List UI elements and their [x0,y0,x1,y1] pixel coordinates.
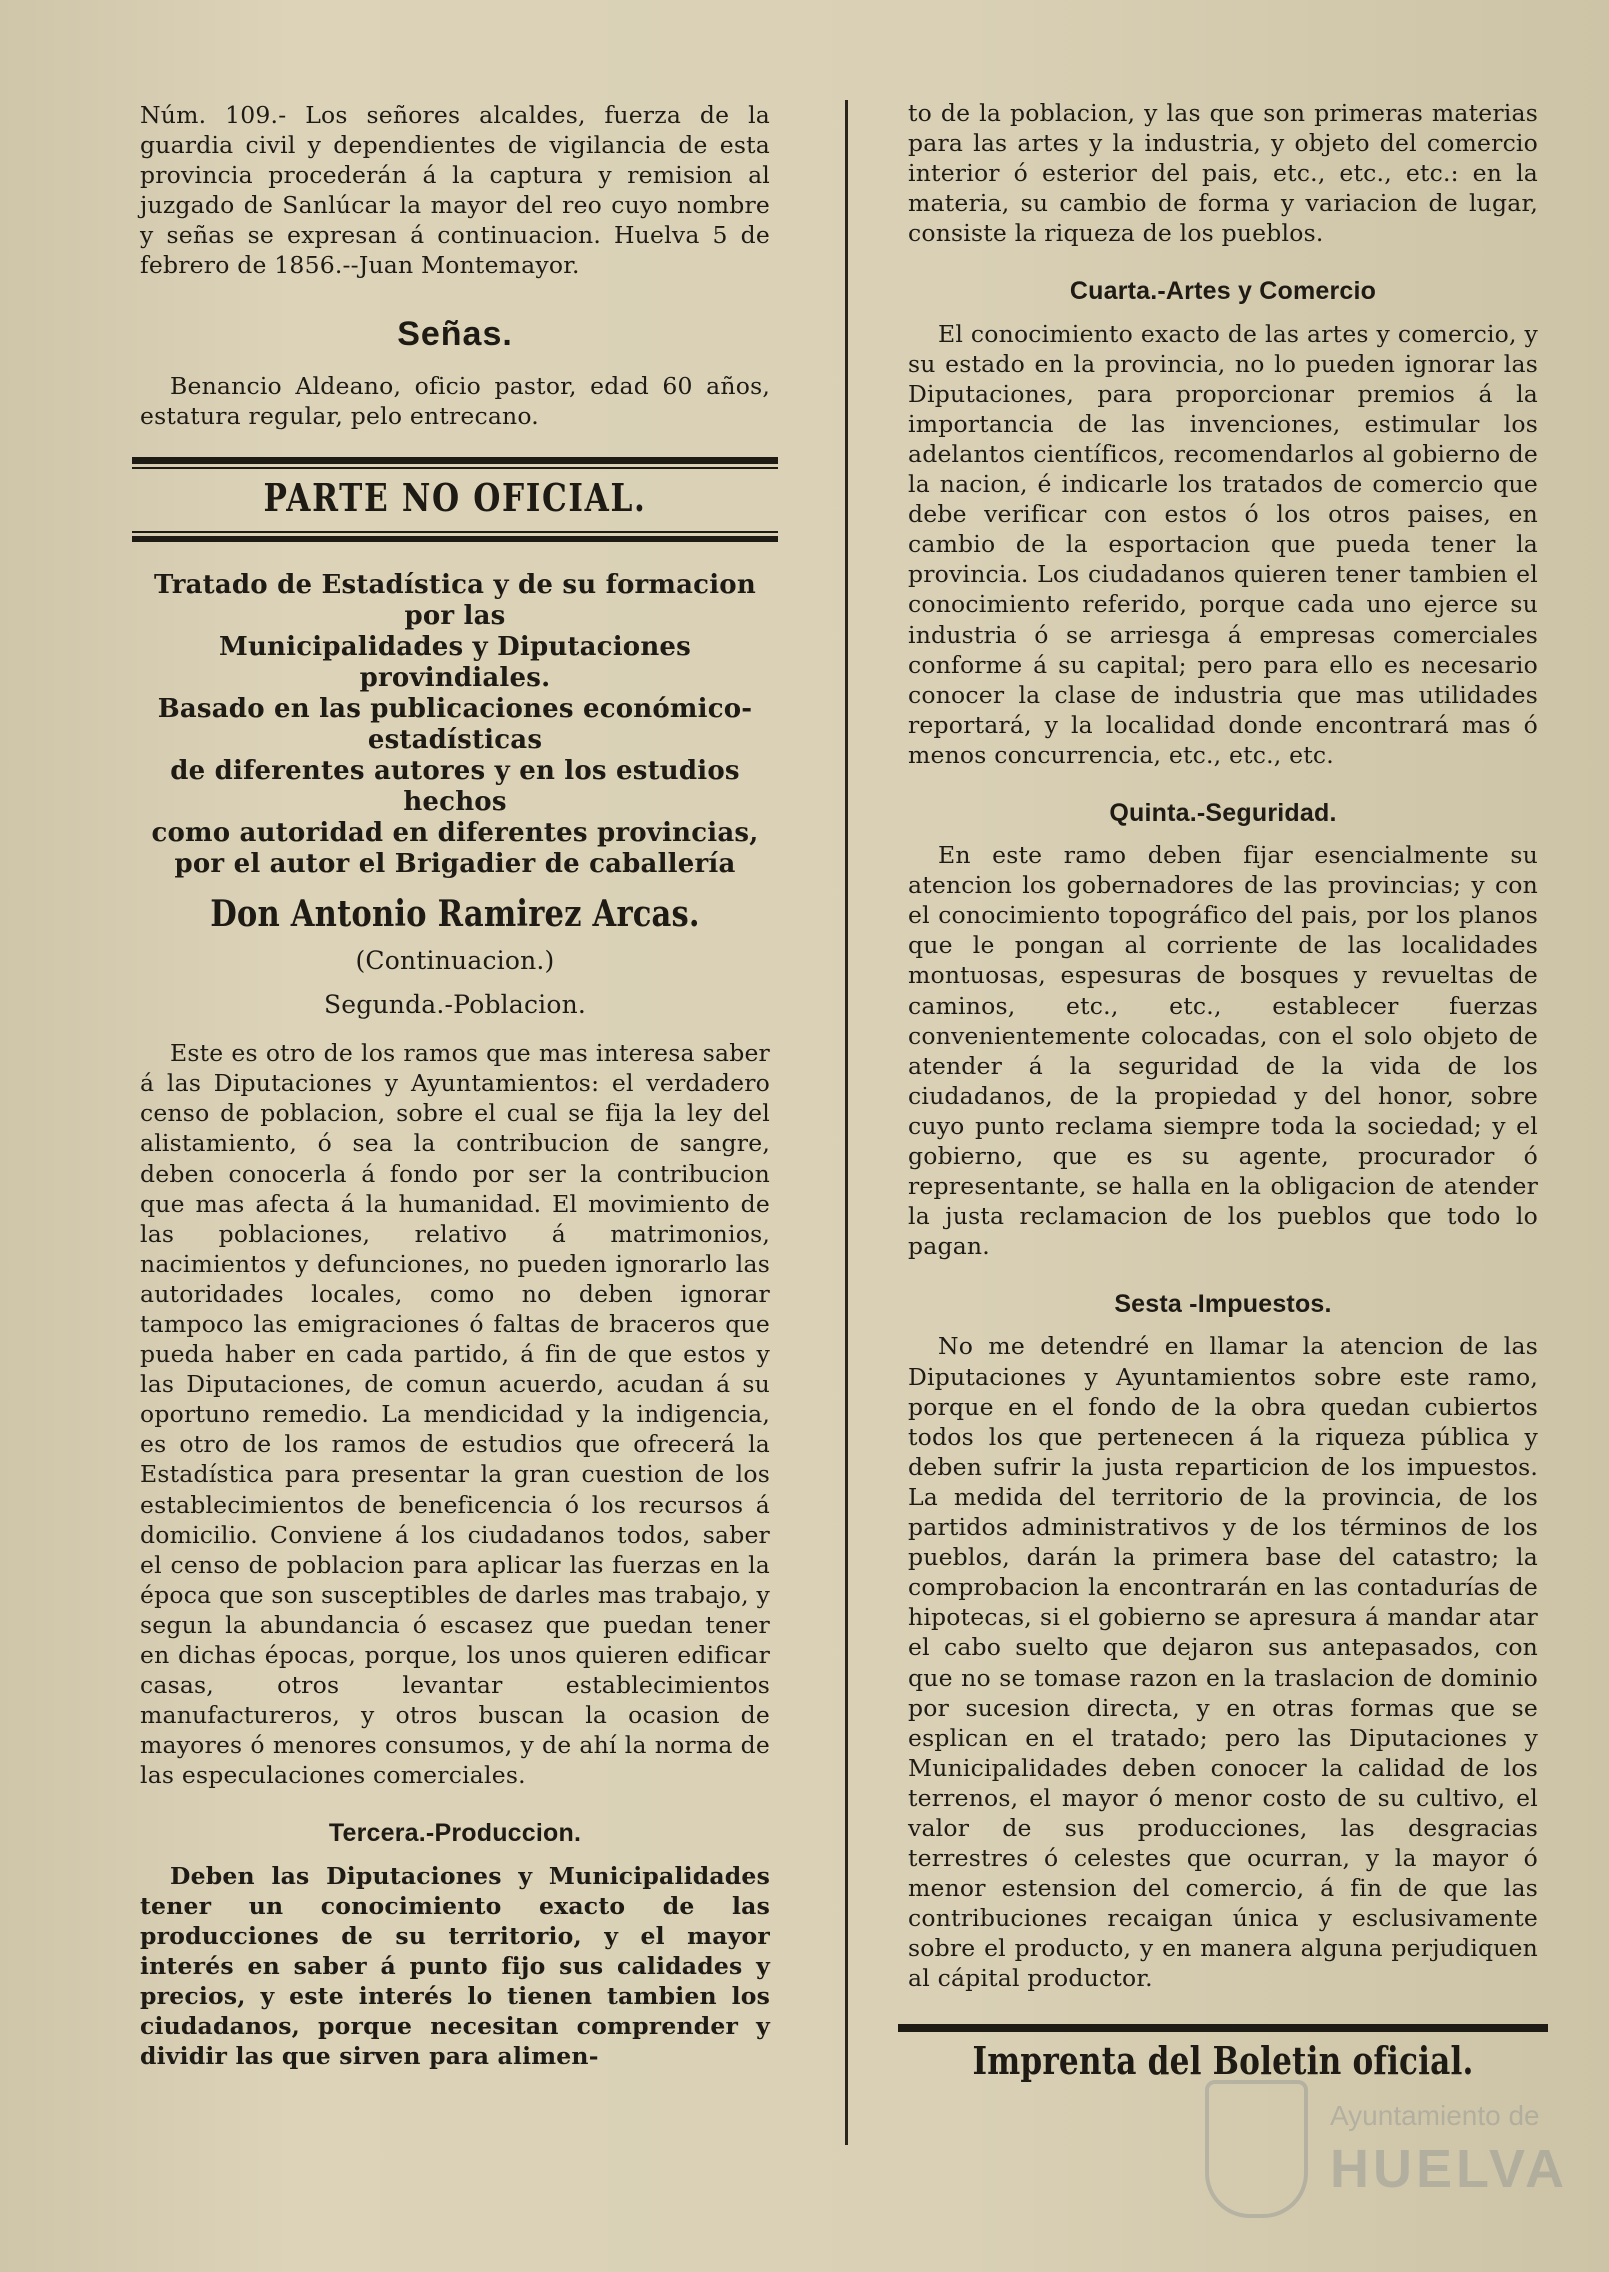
arrest-notice: Núm. 109.- Los señores alcaldes, fuerza de la guardia civil y dependientes de vigilancia de esta provincia procederán á la captura y remision al juzgado de Sanlúcar la mayor del reo cuyo nombre y señas se expresan á continuacion. Huelva 5 de febrero de 1856.--Juan Montemayor. [140,101,770,280]
title-line: de diferentes autores y en los estudios hechos [170,755,740,817]
title-line: por el autor el Brigadier de caballería [174,848,736,879]
watermark-line1: Ayuntamiento de [1330,2100,1540,2131]
sesta-heading: Sesta -Impuestos. [1114,1290,1332,1319]
archive-watermark [1205,2080,1568,2210]
continuation-label: (Continuacion.) [355,945,555,975]
top-rule [140,457,770,469]
author-name: Don Antonio Ramirez Arcas. [210,892,700,935]
cuarta-text: El conocimiento exacto de las artes y comercio, y su estado en la provincia, no lo pueden ignorar las Diputaciones, para proporcionar premios á la importancia de las invenciones, estimular los adelantos científicos, recomendarlos al gobierno de la nacion, é indicarle los tratados de comercio que debe verificar con estos ó los otros paises, en cambio de la esportacion que pueda tener la provincia. Los ciudadanos quieren tener tambien el conocimiento referido, porque cada uno ejerce su industria ó se arriesga á empresas comerciales conforme á su capital; pero para ello es necesario conocer la clase de industria que mas utilidades reportará, y la localidad donde encontrará mas ó menos concurrencia, etc., etc., etc. [908,319,1538,769]
quinta-text: En este ramo deben fijar esencialmente su atencion los gobernadores de las provincias; y con el conocimiento topográfico del pais, por los planos que le pongan al corriente de las localidades montuosas, espesuras de bosques y revueltas de caminos, etc., etc., establecer fuerzas convenientemente colocadas, con el solo objeto de atender á la seguridad de la vida de los ciudadanos, de la propiedad y del honor, sobre cuyo punto reclama siempre toda la sociedad; y el gobierno, que es su agente, procurador ó representante, se halla en la obligacion de atender la justa reclamacion de los pueblos que todo lo pagan. [908,841,1538,1261]
tercera-heading: Tercera.-Produccion. [328,1819,582,1848]
quinta-heading: Quinta.-Seguridad. [1109,798,1337,827]
mid-rule [140,531,770,542]
senas-text: Benancio Aldeano, oficio pastor, edad 60 años, estatura regular, pelo entrecano. [140,371,770,430]
left-column [140,100,770,2071]
tercera-text: Deben las Diputaciones y Municipalidades tener un conocimiento exacto de las producciones de su territorio, y el mayor interés en saber á punto fijo sus calidades y precios, y este interés lo tienen tambien los ciudadanos, porque necesitan comprender y dividir las que sirven para alimen- [140,1861,770,2071]
treatise-title [140,570,770,880]
tercera-continued: to de la poblacion, y las que son primeras materias para las artes y la industria, y objeto del comercio interior ó esterior del pais, etc., etc., etc.: en la materia, su cambio de forma y variacion de lugar, consiste la riqueza de los pueblos. [908,99,1538,248]
segunda-text: Este es otro de los ramos que mas interesa saber á las Diputaciones y Ayuntamientos: el verdadero censo de poblacion, sobre el cual se fija la ley del alistamiento, ó sea la contribucion de sangre, deben conocerla á fondo por ser la contribucion que mas afecta á la humanidad. El movimiento de las poblaciones, relativo á matrimonios, nacimientos y defunciones, no pueden ignorarlo las autoridades locales, como no deben ignorar tampoco las emigraciones ó faltas de braceros que pueda haber en cada partido, á fin de que estos y las Diputaciones, de comun acuerdo, acudan á su oportuno remedio. La mendicidad y la indigencia, es otro de los ramos de estudios que ofrecerá la Estadística para presentar la gran cuestion de los establecimientos de beneficencia ó los recursos á domicilio. Conviene á los ciudadanos todos, saber el censo de poblacion para aplicar las fuerzas en la época que son susceptibles de darles mas trabajo, y segun la abundancia ó escasez que puedan tener en dichas épocas, porque, los unos quieren edificar casas, otros levantar establecimientos manufactureros, y otros buscan la ocasion de mayores ó menores consumos, y de ahí la norma de las especulaciones comerciales. [140,1039,770,1790]
title-line: Basado en las publicaciones económico-estadísticas [157,693,753,755]
cuarta-heading: Cuarta.-Artes y Comercio [1069,277,1377,306]
segunda-heading: Segunda.-Poblacion. [323,990,587,1020]
title-line: Municipalidades y Diputaciones provindiales. [218,631,692,693]
column-divider [845,100,848,2145]
coat-of-arms-icon [1205,2080,1308,2218]
senas-heading: Señas. [397,314,513,353]
watermark-line2: HUELVA [1330,2139,1568,2199]
imprenta-rule [898,2024,1548,2032]
parte-no-oficial-heading: PARTE NO OFICIAL. [263,474,647,520]
title-line: como autoridad en diferentes provincias, [151,817,759,848]
sesta-text: No me detendré en llamar la atencion de las Diputaciones y Ayuntamientos sobre este ramo, porque en el fondo de la obra quedan cubiertos todos los que pertenecen á la riqueza pública y deben sufrir la justa reparticion de los impuestos. La medida del territorio de la provincia, de los partidos administrativos y de los términos de los pueblos, darán la primera base del catastro; la comprobacion la encontrarán en las contadurías de hipotecas, si el gobierno se apresura á mandar atar el cabo suelto que dejaron sus antepasados, con que no se tomase razon en la traslacion de dominio por sucesion directa, y en otras formas que se esplican en el tratado; pero las Diputaciones y Municipalidades deben conocer la calidad de los terrenos, el mayor ó menor costo de su cultivo, el valor de sus producciones, las desgracias terrestres ó celestes que ocurran, y la mayor ó menor estension del comercio, á fin de que las contribuciones recaigan única y esclusivamente sobre el producto, y en manera alguna perjudiquen al cápital productor. [908,1332,1538,1993]
imprenta-footer: Imprenta del Boletin oficial. [972,2037,1474,2083]
right-column [908,98,1538,2083]
title-line: Tratado de Estadística y de su formacion por las [154,569,756,631]
